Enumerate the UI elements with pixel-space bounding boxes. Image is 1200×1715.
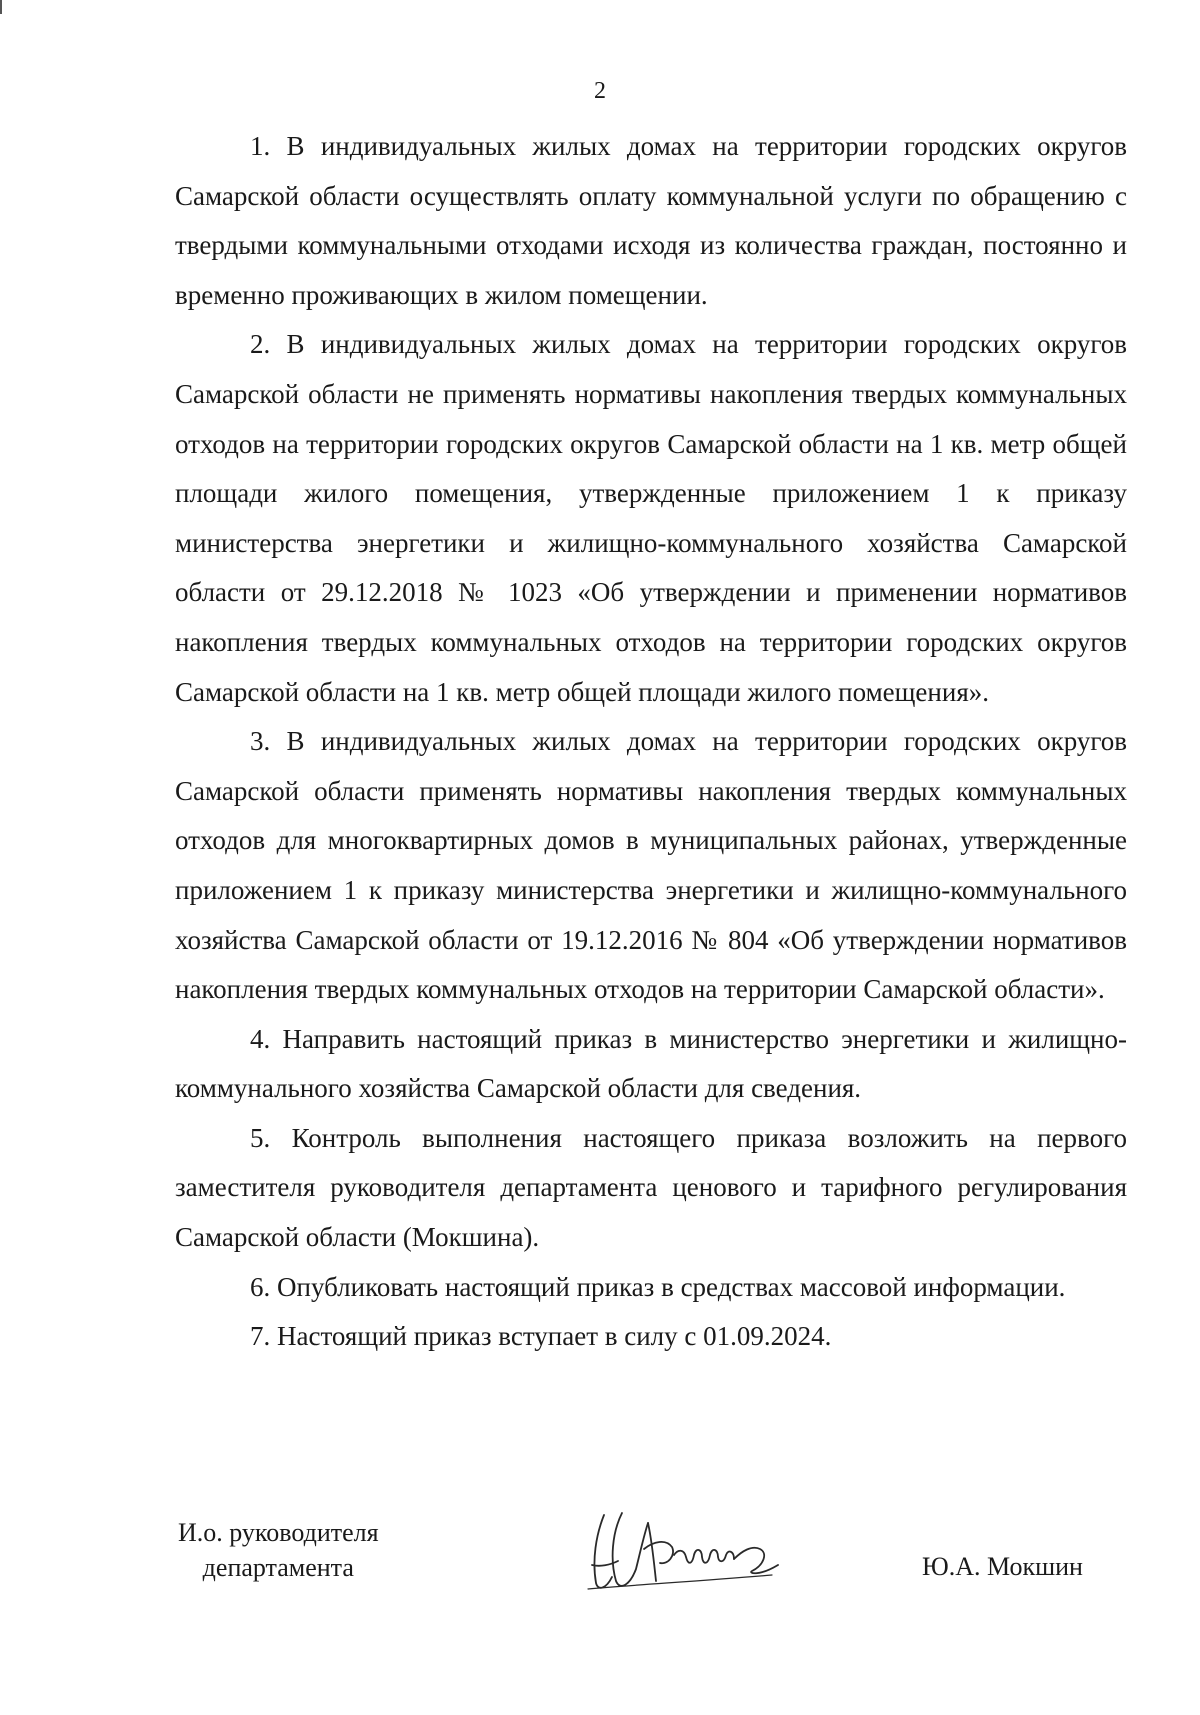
signatory-position (178, 1515, 379, 1585)
paragraph-7: 7. Настоящий приказ вступает в силу с 01.09.2024. (250, 1321, 832, 1352)
paragraph-4: 4. Направить настоящий приказ в министерство энергетики и жилищно-коммунального хозяйства Самарской области для сведения. (175, 1023, 1127, 1104)
signatory-position-line-2: департамента (202, 1553, 354, 1582)
signature-block (0, 1515, 1200, 1635)
handwritten-signature (582, 1505, 792, 1597)
scan-edge-mark (0, 0, 8, 14)
page-number: 2 (594, 78, 606, 104)
paragraph-3: 3. В индивидуальных жилых домах на территории городских округов Самарской области применять нормативы накопления твердых коммунальных отходов для многоквартирных домов в муниципальных районах, утвержденные приложением 1 к приказу министерства энергетики и жилищно-коммунального хозяйства Самарской области от 19.12.2016 № 804 «Об утверждении нормативов накопления твердых коммунальных отходов на территории Самарской области». (175, 726, 1127, 1005)
signatory-name: Ю.А. Мокшин (922, 1552, 1083, 1581)
paragraph-1: 1. В индивидуальных жилых домах на территории городских округов Самарской области осуществлять оплату коммунальной услуги по обращению с твердыми коммунальными отходами исходя из количества граждан, постоянно и временно проживающих в жилом помещении. (175, 131, 1127, 310)
paragraph-2: 2. В индивидуальных жилых домах на территории городских округов Самарской области не применять нормативы накопления твердых коммунальных отходов на территории городских округов Самарской области на 1 кв. метр общей площади жилого помещения, утвержденные приложением 1 к приказу министерства энергетики и жилищно-коммунального хозяйства Самарской области от 29.12.2018 № 1023 «Об утверждении и применении нормативов накопления твердых коммунальных отходов на территории городских округов Самарской области на 1 кв. метр общей площади жилого помещения». (175, 329, 1127, 707)
paragraph-6: 6. Опубликовать настоящий приказ в средствах массовой информации. (250, 1271, 1066, 1302)
order-body (175, 122, 1127, 1362)
signatory-position-line-1: И.о. руководителя (178, 1518, 379, 1547)
paragraph-5: 5. Контроль выполнения настоящего приказа возложить на первого заместителя руководителя департамента ценового и тарифного регулирования Самарской области (Мокшина). (175, 1122, 1127, 1253)
